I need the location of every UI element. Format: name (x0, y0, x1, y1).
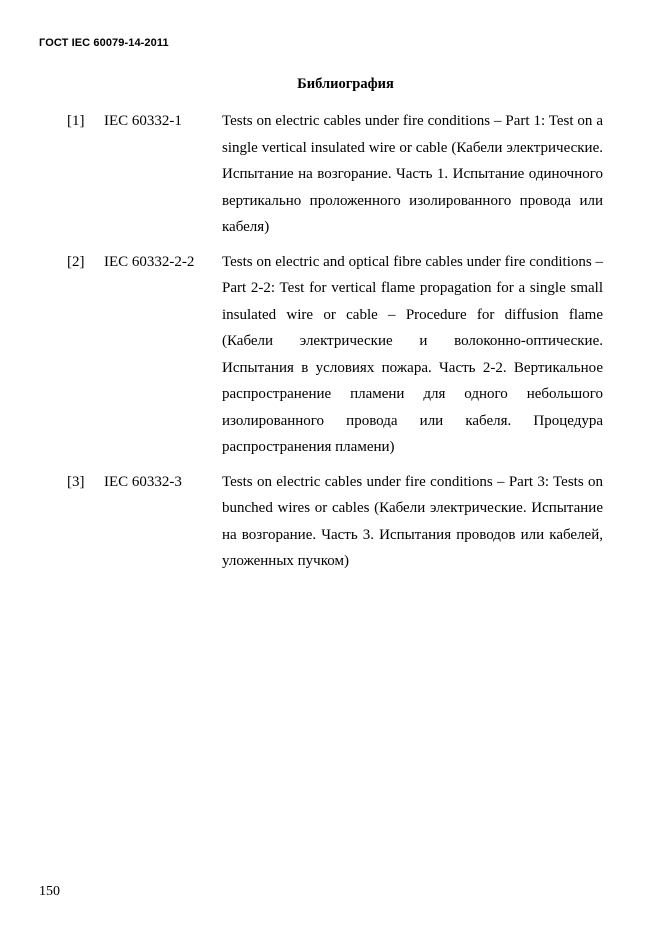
page-title: Библиография (297, 76, 394, 92)
page-number: 150 (39, 884, 60, 899)
entry-description: Tests on electric cables under fire conditions – Part 1: Test on a single vertical insulated wire or cable (Кабели электрические. Испытание на возгорание. Часть 1. Испытание одиночного вертикально проложенного изолированного провода или кабеля) (222, 113, 603, 235)
bibliography-entry-2 (0, 249, 661, 461)
entry-number: [2] (67, 253, 85, 270)
entry-number: [3] (67, 473, 85, 490)
entry-standard: IEC 60332-1 (104, 113, 182, 129)
entry-description: Tests on electric and optical fibre cables under fire conditions – Part 2-2: Test for vertical flame propagation for a single small insulated wire or cable – Procedure for diffusion flame (Кабели электрические и волоконно-оптические. Испытания в условиях пожара. Часть 2-2. Вертикальное распространение пламени для одного небольшого изолированного провода или кабеля. Процедура распространения пламени) (222, 253, 603, 455)
entry-number: [1] (67, 113, 85, 129)
bibliography-entry-1 (0, 108, 661, 241)
entry-standard: IEC 60332-3 (104, 473, 182, 490)
bibliography-list (0, 108, 661, 583)
document-code-header: ГОСТ IEC 60079-14-2011 (39, 37, 169, 49)
entry-standard: IEC 60332-2-2 (104, 253, 195, 270)
entry-description: Tests on electric cables under fire conditions – Part 3: Tests on bunched wires or cables (Кабели электрические. Испытание на возгорание. Часть 3. Испытания проводов или кабелей, уложенных пучком) (222, 473, 603, 569)
bibliography-entry-3 (0, 469, 661, 575)
